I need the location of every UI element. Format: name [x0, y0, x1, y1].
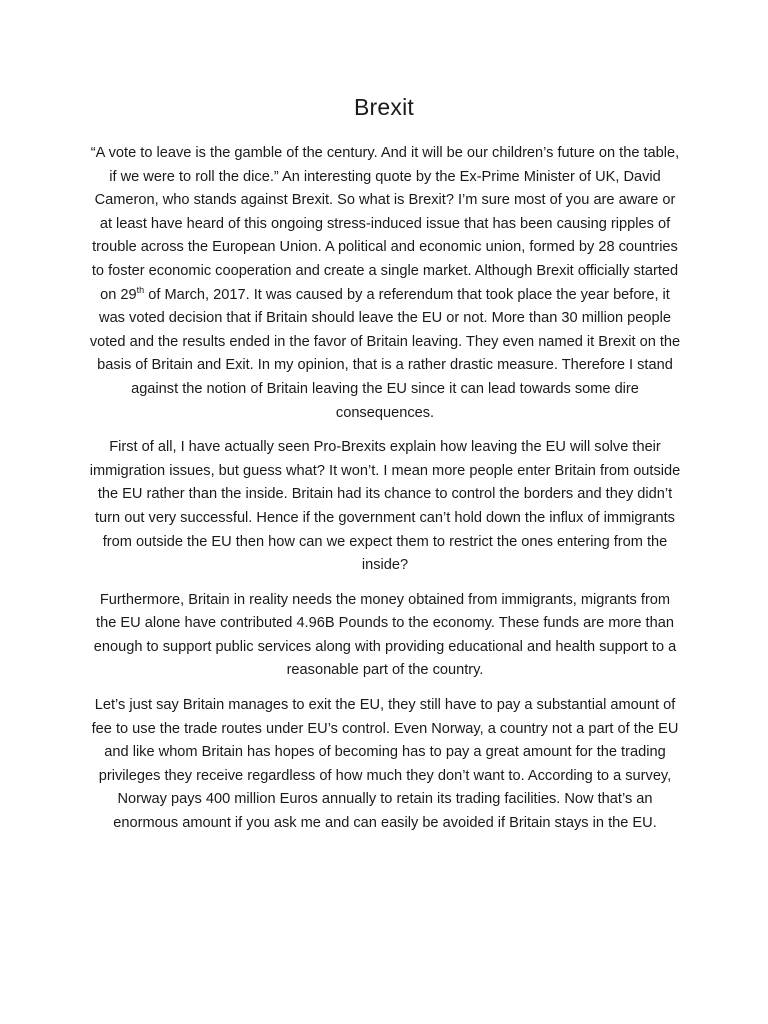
paragraph-economy: Furthermore, Britain in reality needs the money obtained from immigrants, migrants from the EU alone have contributed 4.96B Pounds to the economy. These funds are more than enough to support public services along with providing educational and health support to a reasonable part of the country.	[93, 591, 677, 679]
document-body	[88, 142, 682, 847]
paragraph-trade: Let’s just say Britain manages to exit the EU, they still have to pay a substantial amount of fee to use the trade routes under EU’s control. Even Norway, a country not a part of the EU and like whom Britain has hopes of becoming has to pay a great amount for the trading privileges they receive regardless of how much they don’t want to. According to a survey, Norway pays 400 million Euros annually to retain its trading facilities. Now that’s an enormous amount if you ask me and can easily be avoided if Britain stays in the EU.	[91, 697, 679, 832]
paragraph-immigration: First of all, I have actually seen Pro-Brexits explain how leaving the EU will solve their immigration issues, but guess what? It won’t. I mean more people enter Britain from outside the EU rather than the inside. Britain had its chance to control the borders and they didn’t turn out very successful. Hence if the government can’t hold down the influx of immigrants from outside the EU then how can we expect them to restrict the ones entering from the inside?	[89, 439, 681, 574]
ordinal-suffix: th	[136, 284, 145, 295]
paragraph-intro-part-2: of March, 2017. It was caused by a referendum that took place the year before, it was voted decision that if Britain should leave the EU or not. More than 30 million people voted and the results ended in the favor of Britain leaving. They even named it Brexit on the basis of Britain and Exit. In my opinion, that is a rather drastic measure. Therefore I stand against the notion of Britain leaving the EU since it can lead towards some dire consequences.	[89, 286, 681, 421]
paragraph-intro	[88, 142, 682, 425]
document-title: Brexit	[354, 94, 414, 120]
paragraph-intro-part-1: “A vote to leave is the gamble of the century. And it will be our children’s future on the table, if we were to roll the dice.” An interesting quote by the Ex-Prime Minister of UK, David Cameron, who stands against Brexit. So what is Brexit? I’m sure most of you are aware or at least have heard of this ongoing stress-induced issue that has been causing ripples of trouble across the European Union. A political and economic union, formed by 28 countries to foster economic cooperation and create a single market. Although Brexit officially started on 29	[90, 145, 680, 303]
